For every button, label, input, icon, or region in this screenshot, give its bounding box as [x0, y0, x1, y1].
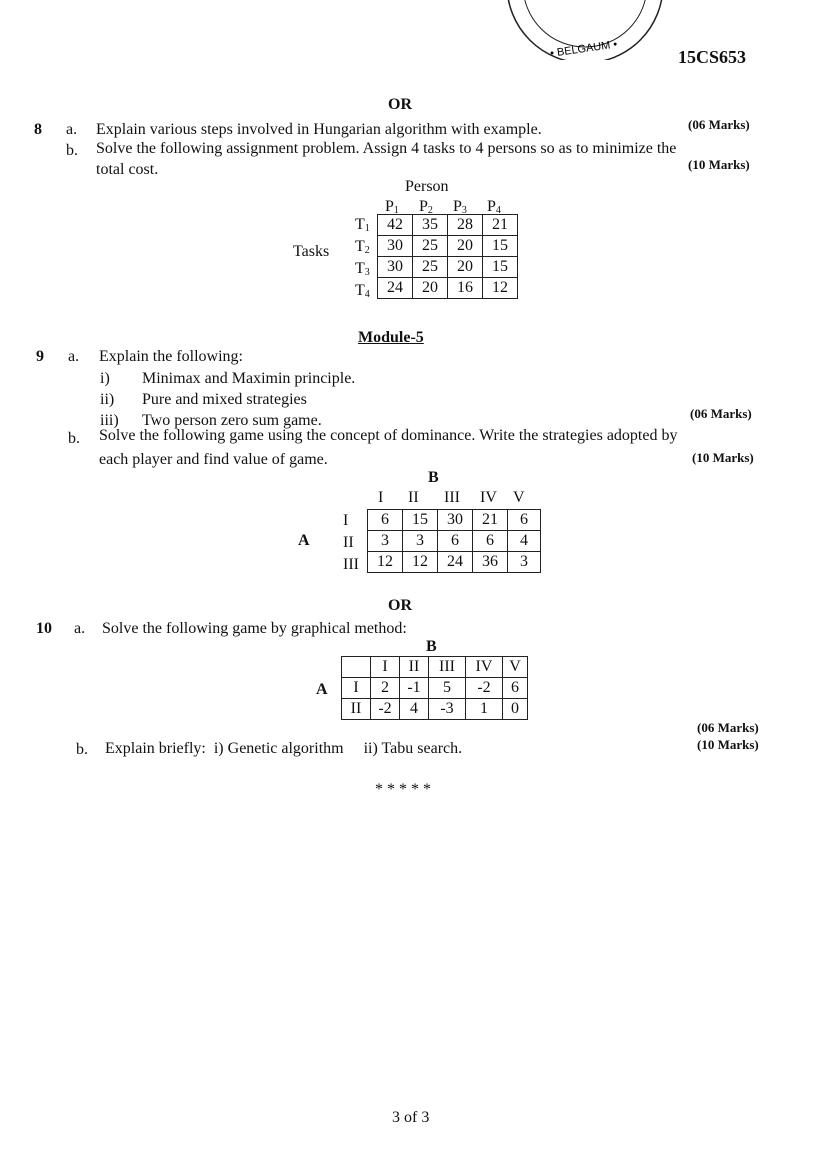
- row-header-sub: 3: [364, 267, 370, 278]
- college-seal-stamp: [495, 0, 675, 60]
- table-cell: 35: [413, 215, 448, 236]
- column-header: II: [408, 489, 419, 506]
- table-row: [342, 699, 528, 720]
- subject-code: 15CS653: [678, 47, 747, 67]
- marks: (06 Marks): [697, 720, 759, 735]
- table-row-title: A: [316, 681, 328, 698]
- assignment-table: [377, 214, 518, 299]
- table-cell: 3: [368, 531, 403, 552]
- column-header: [385, 199, 399, 216]
- table-row-title: Tasks: [293, 243, 330, 260]
- table-cell: 1: [466, 699, 503, 720]
- table-row: [342, 678, 528, 699]
- table-cell: -2: [371, 699, 400, 720]
- question-text: Explain various steps involved in Hungarian algorithm with example.: [96, 121, 542, 138]
- table-cell: 24: [378, 278, 413, 299]
- question-text: total cost.: [96, 161, 159, 178]
- row-header: II: [343, 534, 354, 551]
- table-cell: 30: [378, 257, 413, 278]
- question-text: Solve the following assignment problem. Assign 4 tasks to 4 persons so as to minimize the: [96, 140, 677, 157]
- end-marker: * * * * *: [375, 781, 431, 798]
- table-cell: 28: [448, 215, 483, 236]
- part-label: a.: [74, 620, 86, 637]
- row-header-letter: T: [355, 216, 365, 233]
- column-header: [487, 199, 501, 216]
- table-cell: 25: [413, 236, 448, 257]
- column-header: [419, 199, 433, 216]
- column-header: [453, 199, 467, 216]
- row-header: II: [342, 699, 371, 720]
- table-cell: 6: [368, 510, 403, 531]
- column-header: V: [503, 657, 528, 678]
- marks: (06 Marks): [690, 406, 752, 421]
- table-cell: 15: [483, 236, 518, 257]
- question-text: Solve the following game by graphical method:: [102, 620, 407, 637]
- column-header-sub: 1: [393, 205, 399, 216]
- row-header-sub: 4: [364, 289, 370, 300]
- table-cell: -1: [400, 678, 429, 699]
- column-header-letter: P: [419, 198, 428, 215]
- part-label: b.: [68, 430, 80, 447]
- row-header: I: [342, 678, 371, 699]
- graphical-game-table: [341, 656, 528, 720]
- table-col-title: B: [428, 469, 439, 486]
- column-header-letter: P: [487, 198, 496, 215]
- table-col-title: Person: [405, 178, 449, 195]
- sub-item-number: ii): [100, 391, 115, 408]
- part-label: b.: [66, 142, 78, 159]
- row-header: I: [343, 512, 349, 529]
- table-row: [378, 257, 518, 278]
- sub-item-text: Pure and mixed strategies: [142, 391, 307, 408]
- row-header-sub: 2: [364, 245, 370, 256]
- table-row: [378, 236, 518, 257]
- table-cell: 25: [413, 257, 448, 278]
- table-cell: 12: [483, 278, 518, 299]
- table-row: [368, 531, 541, 552]
- table-row: [378, 215, 518, 236]
- table-cell: 12: [368, 552, 403, 573]
- sub-item-text: Two person zero sum game.: [142, 412, 322, 429]
- table-cell: 15: [483, 257, 518, 278]
- table-cell: 21: [483, 215, 518, 236]
- table-cell: 6: [508, 510, 541, 531]
- or-separator: OR: [388, 96, 412, 113]
- column-header: I: [371, 657, 400, 678]
- module-heading: Module-5: [358, 329, 424, 346]
- table-cell: 6: [503, 678, 528, 699]
- table-row: [378, 278, 518, 299]
- table-cell: 12: [403, 552, 438, 573]
- table-cell: 20: [413, 278, 448, 299]
- table-header-row: [342, 657, 528, 678]
- row-header: [355, 261, 370, 278]
- question-number: 10: [36, 620, 52, 637]
- or-separator: OR: [388, 597, 412, 614]
- question-text: Explain briefly: i) Genetic algorithm ii) Tabu search.: [105, 740, 463, 757]
- table-cell: 6: [438, 531, 473, 552]
- column-header: I: [378, 489, 384, 506]
- table-cell: 16: [448, 278, 483, 299]
- column-header: IV: [480, 489, 497, 506]
- sub-item-number: i): [100, 370, 110, 387]
- row-header-letter: T: [355, 238, 365, 255]
- column-header: IV: [466, 657, 503, 678]
- page-number: 3 of 3: [392, 1109, 430, 1126]
- table-cell: 4: [508, 531, 541, 552]
- column-header: III: [444, 489, 460, 506]
- table-row: [368, 552, 541, 573]
- table-cell: 5: [429, 678, 466, 699]
- sub-item-number: iii): [100, 412, 119, 429]
- column-header-sub: 4: [495, 205, 501, 216]
- table-cell: 36: [473, 552, 508, 573]
- part-label: a.: [66, 121, 78, 138]
- table-cell: 3: [403, 531, 438, 552]
- table-cell: 20: [448, 236, 483, 257]
- question-text: Explain the following:: [99, 348, 243, 365]
- part-label: a.: [68, 348, 80, 365]
- marks: (10 Marks): [692, 450, 754, 465]
- table-cell: 2: [371, 678, 400, 699]
- question-text: each player and find value of game.: [99, 451, 328, 468]
- sub-item-text: Minimax and Maximin principle.: [142, 370, 356, 387]
- svg-text:• BELGAUM •: • BELGAUM •: [549, 38, 618, 60]
- column-header-sub: 3: [461, 205, 467, 216]
- row-header-letter: T: [355, 260, 365, 277]
- game-payoff-table: [367, 509, 541, 573]
- table-cell: 15: [403, 510, 438, 531]
- table-cell: 6: [473, 531, 508, 552]
- row-header: [355, 239, 370, 256]
- table-cell: 21: [473, 510, 508, 531]
- row-header: [355, 217, 370, 234]
- question-text: Solve the following game using the concept of dominance. Write the strategies adopted by: [99, 427, 678, 444]
- column-header-letter: P: [385, 198, 394, 215]
- column-header-sub: 2: [427, 205, 433, 216]
- table-cell: 4: [400, 699, 429, 720]
- table-cell: 30: [378, 236, 413, 257]
- table-row-title: A: [298, 532, 310, 549]
- row-header: III: [343, 556, 359, 573]
- column-header: III: [429, 657, 466, 678]
- marks: (10 Marks): [688, 157, 750, 172]
- part-label: b.: [76, 741, 88, 758]
- table-cell: 20: [448, 257, 483, 278]
- table-corner-cell: [342, 657, 371, 678]
- table-cell: 30: [438, 510, 473, 531]
- table-cell: 24: [438, 552, 473, 573]
- table-col-title: B: [426, 638, 437, 655]
- marks: (10 Marks): [697, 737, 759, 752]
- table-cell: 42: [378, 215, 413, 236]
- question-number: 8: [34, 121, 42, 138]
- table-cell: 3: [508, 552, 541, 573]
- table-cell: -3: [429, 699, 466, 720]
- column-header-letter: P: [453, 198, 462, 215]
- table-row: [368, 510, 541, 531]
- row-header-sub: 1: [364, 223, 370, 234]
- table-cell: -2: [466, 678, 503, 699]
- question-number: 9: [36, 348, 44, 365]
- marks: (06 Marks): [688, 117, 750, 132]
- column-header: V: [513, 489, 525, 506]
- row-header: [355, 283, 370, 300]
- column-header: II: [400, 657, 429, 678]
- row-header-letter: T: [355, 282, 365, 299]
- table-cell: 0: [503, 699, 528, 720]
